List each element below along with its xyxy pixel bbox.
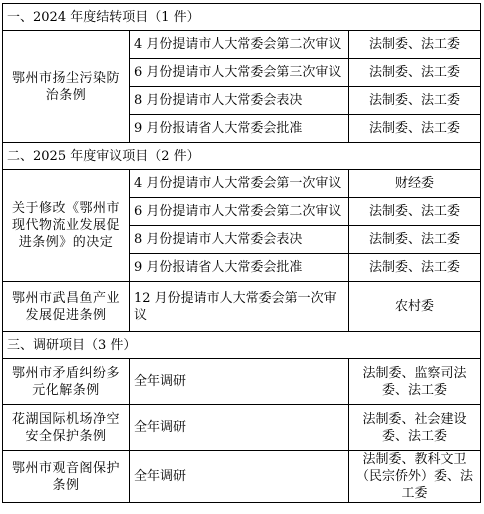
responsible-unit: 法制委、教科文卫（民宗侨外）委、法工委 xyxy=(349,451,481,503)
stage-time: 12 月份提请市人大常委会第一次审议 xyxy=(130,282,349,332)
project-name: 鄂州市武昌鱼产业发展促进条例 xyxy=(3,282,130,332)
stage-time: 6 月份提请市人大常委会第二次审议 xyxy=(130,198,349,226)
responsible-unit: 法制委、法工委 xyxy=(349,59,481,87)
stage-time: 全年调研 xyxy=(130,359,349,405)
section-title: 二、2025 年度审议项目（2 件） xyxy=(3,143,481,170)
responsible-unit: 法制委、法工委 xyxy=(349,87,481,115)
section-header-row xyxy=(3,4,481,31)
table-row xyxy=(3,170,481,198)
stage-time: 8 月份提请市人大常委会表决 xyxy=(130,226,349,254)
table-row xyxy=(3,451,481,503)
stage-time: 8 月份提请市人大常委会表决 xyxy=(130,87,349,115)
section-header-row xyxy=(3,332,481,359)
responsible-unit: 法制委、社会建设委、法工委 xyxy=(349,405,481,451)
project-name: 花湖国际机场净空安全保护条例 xyxy=(3,405,130,451)
stage-time: 9 月份报请省人大常委会批准 xyxy=(130,254,349,282)
stage-time: 全年调研 xyxy=(130,405,349,451)
stage-time: 全年调研 xyxy=(130,451,349,503)
stage-time: 4 月份提请市人大常委会第一次审议 xyxy=(130,170,349,198)
section-title: 三、调研项目（3 件） xyxy=(3,332,481,359)
responsible-unit: 财经委 xyxy=(349,170,481,198)
stage-time: 4 月份提请市人大常委会第二次审议 xyxy=(130,31,349,59)
table-row xyxy=(3,359,481,405)
responsible-unit: 农村委 xyxy=(349,282,481,332)
stage-time: 9 月份报请省人大常委会批准 xyxy=(130,115,349,143)
responsible-unit: 法制委、法工委 xyxy=(349,31,481,59)
table-row xyxy=(3,405,481,451)
project-name: 鄂州市扬尘污染防治条例 xyxy=(3,31,130,143)
project-name: 关于修改《鄂州市现代物流业发展促进条例》的决定 xyxy=(3,170,130,282)
responsible-unit: 法制委、监察司法委、法工委 xyxy=(349,359,481,405)
legislation-plan-table xyxy=(2,3,481,503)
responsible-unit: 法制委、法工委 xyxy=(349,115,481,143)
section-title: 一、2024 年度结转项目（1 件） xyxy=(3,4,481,31)
responsible-unit: 法制委、法工委 xyxy=(349,226,481,254)
section-header-row xyxy=(3,143,481,170)
project-name: 鄂州市观音阁保护条例 xyxy=(3,451,130,503)
table-row xyxy=(3,31,481,59)
table-row xyxy=(3,282,481,332)
stage-time: 6 月份提请市人大常委会第三次审议 xyxy=(130,59,349,87)
responsible-unit: 法制委、法工委 xyxy=(349,198,481,226)
responsible-unit: 法制委、法工委 xyxy=(349,254,481,282)
project-name: 鄂州市矛盾纠纷多元化解条例 xyxy=(3,359,130,405)
